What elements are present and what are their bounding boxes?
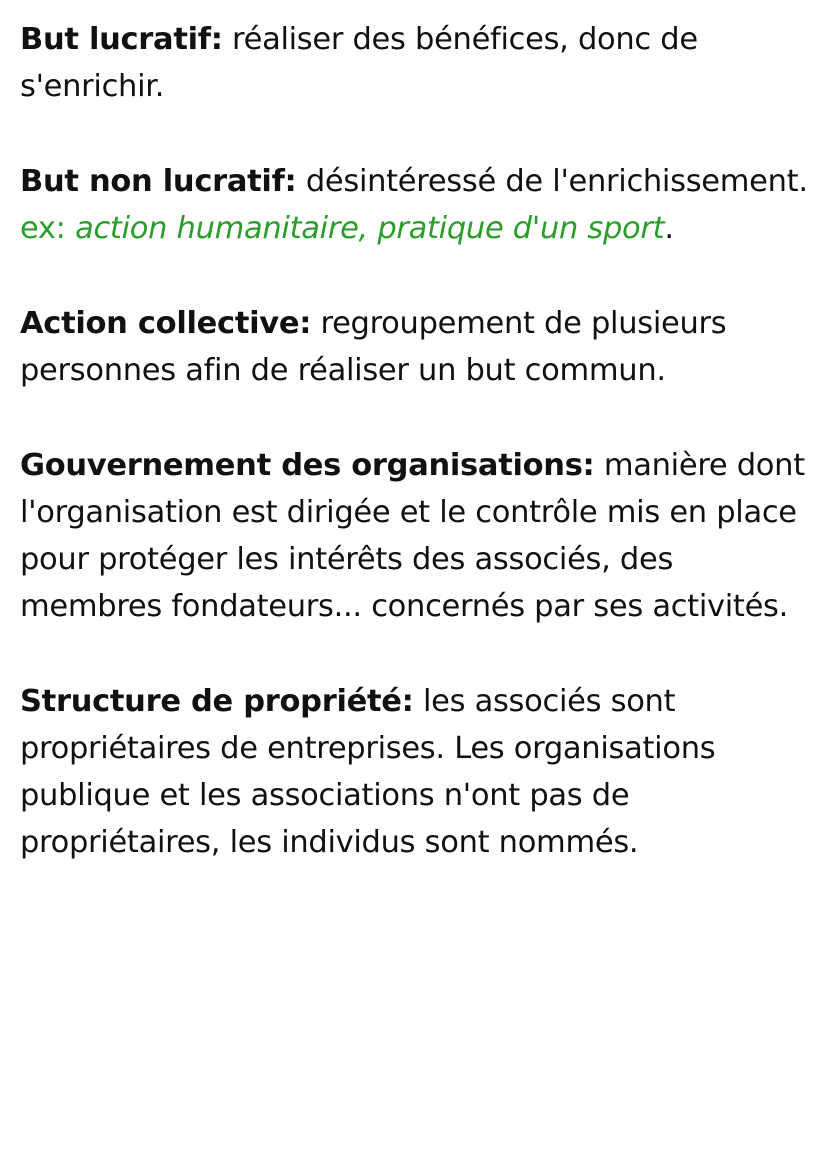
definition-action-collective xyxy=(20,300,808,394)
definition-text: réaliser des bénéfices, donc de s'enrichir. xyxy=(20,22,698,104)
definition-but-lucratif xyxy=(20,16,808,110)
definition-text: désintéressé de l'enrichissement. xyxy=(296,164,808,199)
example-end: . xyxy=(664,211,674,246)
term-label: Action collective: xyxy=(20,306,312,341)
term-label: Gouvernement des organisations: xyxy=(20,448,595,483)
definition-structure-propriete xyxy=(20,678,808,866)
term-label: But lucratif: xyxy=(20,22,223,57)
definition-text: regroupement de plusieurs personnes afin de réaliser un but commun. xyxy=(20,306,727,388)
definition-text: les associés sont propriétaires de entreprises. Les organisations publique et les associations n'ont pas de propriétaires, les individus sont nommés. xyxy=(20,684,716,860)
term-label: Structure de propriété: xyxy=(20,684,414,719)
definition-but-non-lucratif xyxy=(20,158,808,252)
definition-gouvernement-organisations xyxy=(20,442,808,630)
term-label: But non lucratif: xyxy=(20,164,297,199)
example-text: action humanitaire, pratique d'un sport xyxy=(75,211,665,246)
example-prefix: ex: xyxy=(20,211,76,246)
definition-text: manière dont l'organisation est dirigée et le contrôle mis en place pour protéger les intérêts des associés, des membres fondateurs... concernés par ses activités. xyxy=(20,448,805,624)
